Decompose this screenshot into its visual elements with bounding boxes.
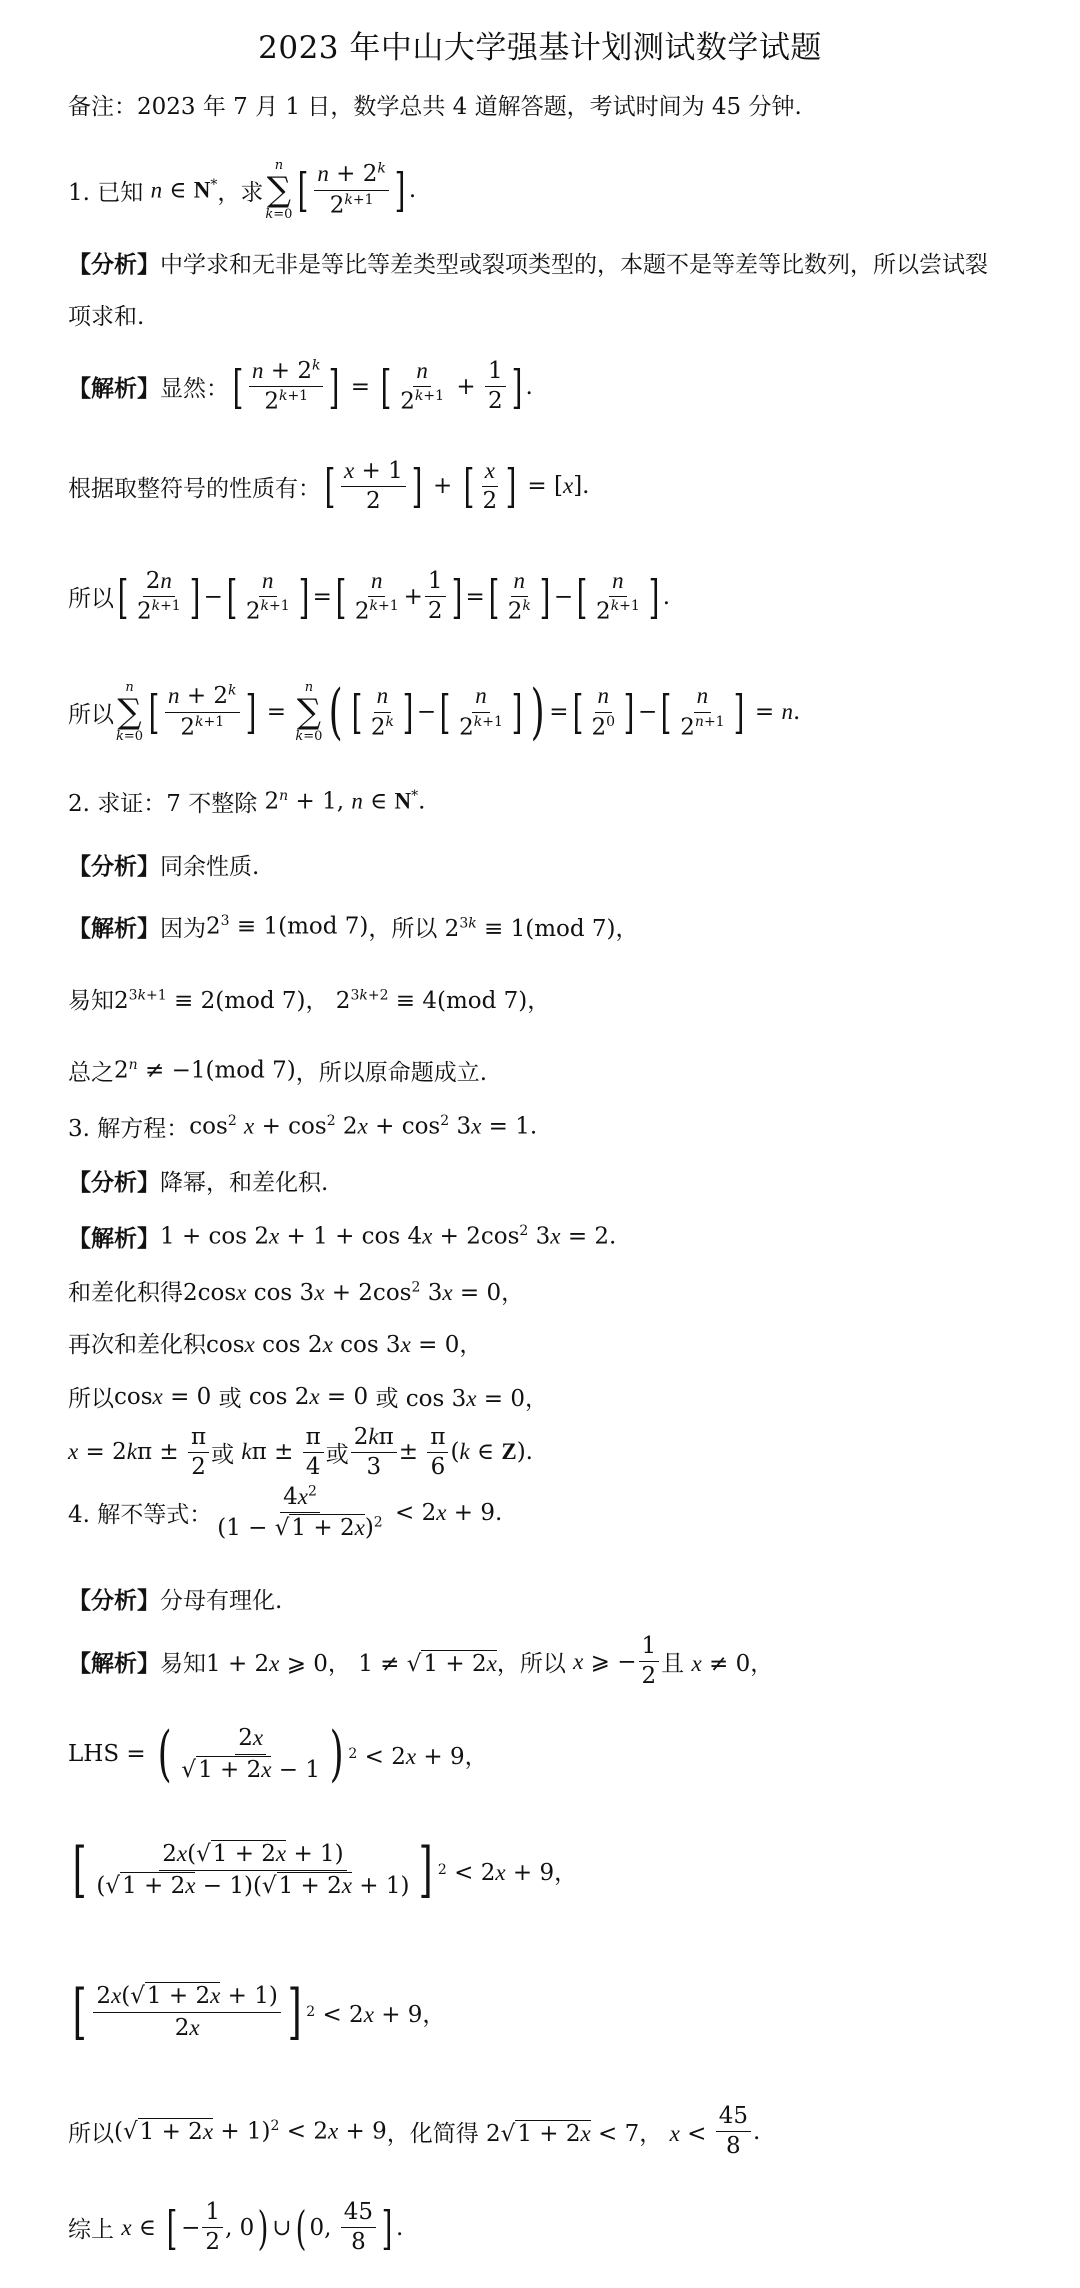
q1-so-2: 所以 [68,701,114,728]
q4-solution-line1: 【解析】 易知 1 + 2x ⩾ 0， 1 ≠ √1 + 2x， 所以 x ⩾ − $\frac{1}{2}$ 且 x ≠ 0， [68,1633,774,1690]
q2-sum-up: 总之 [68,1060,114,1086]
or-word: 或 [218,1386,242,1412]
q2-because: 因为 [160,916,206,942]
q3-solution-line5: x = 2kπ ± $\frac{\pi}{2}$ 或 kπ ± $\frac{\pi}{4}$ 或 $\frac{2k\pi}{3}$ ± $\frac{\pi}{6}$ (k ∈ Z). [68,1423,533,1481]
q4-simplify: ，化简得 [386,2121,479,2148]
q4-final-prefix: 综上 [68,2217,114,2244]
q2-conclusion: 总之 $2^n \ne -1(mod$ 7) ，所以原命题成立. [68,1054,487,1087]
q3-l4-prefix: 所以 [68,1386,114,1412]
q1-ask: ，求 [217,179,264,206]
q3-prefix: 3. 解方程： [68,1116,190,1142]
q2-easy: 易知 [68,988,114,1014]
sum-symbol: n ∑ k=0 [265,158,293,222]
q4-statement: 4. 解不等式： $\frac{4x^2}{(1 - √1 + 2x)^2}$ < 2x + 9. [68,1483,503,1542]
note-text: 备注：2023 年 7 月 1 日，数学总共 4 道解答题，考试时间为 45 分钟. [68,94,802,120]
q2-prefix: 2. 求证：7 不整除 [68,791,258,817]
q2-solution-line2: 易知 $2^{3k+1} \equiv 2(mod$ 7)， $2^{3k+2} \equiv 4(mod$ 7)， [68,982,550,1015]
q1-solution-line1: 【解析】 显然： [ $\frac{n + 2^k}{2^{k+1}}$ ] = [ $\frac{n}{2^{k+1}}$ + $\frac{1}{2}$ ] . [68,357,533,415]
q4-solution-line4: [ $\frac{2x(√1 + 2x + 1)}{2x}$ ] 2 < 2x + 9， [72,1977,446,2047]
q4-solution-line2: LHS = ( $\frac{2x}{√1 + 2x - 1}$ ) 2 < 2x + 9， [68,1719,488,1789]
q4-so: 所以 [519,1651,566,1678]
q2-solution-line1: 【解析】 因为 $2^3 \equiv 1(mod$ 7) ，所以 $2^{3k} \equiv 1(mod$ 7)， [68,910,639,943]
q3-analysis [68,1164,328,1197]
or-word: 或 [325,1441,349,1468]
q1-prop-prefix: 根据取整符号的性质有： [68,475,321,502]
q4-prefix: 4. 解不等式： [68,1502,213,1529]
q1-analysis-cont [68,298,144,331]
fraction: $\frac{n + 2^k}{2^{k+1}}$ [314,161,389,218]
analysis-tag: 【分析】 [68,251,160,278]
q1-derivation: 所以 [ $\frac{2n}{2^{k+1}}$ ] − [ $\frac{n}{2^{k+1}}$ ] = [ $\frac{n}{2^{k+1}}$ + $\frac{1}{2}$ ] = [ $\frac{n}{2^k}$ ] − [ $\frac{n}{2^{k+1}}$ ] . [68,567,671,625]
solution-tag: 【解析】 [68,1650,160,1678]
q1-result: 所以 n ∑ k=0 [ $\frac{n + 2^k}{2^{k+1}}$ ] = n ∑ k=0 ( [ $\frac{n}{2^k}$ ] − [ $\frac{n}{2^{k+1}}$ ] ) = [ $\frac{n}{2^0}$ ] − [ $\frac{n}{2^{n+1}}$ ] = n. [68,677,801,747]
q3-solution-line4: 所以 cosx = 0 或 cos 2x = 0 或 cos 3x = 0， [68,1380,548,1413]
q4-so-2: 所以 [68,2121,114,2148]
q1-sol-prefix: 显然： [160,376,229,403]
analysis-tag: 【分析】 [68,853,160,880]
q4-analysis-text: 分母有理化. [160,1588,283,1614]
q3-l3-prefix: 再次和差化积 [68,1332,206,1358]
q3-statement: 3. 解方程： $\cos^2 x + \cos^2 2x + \cos^2 3x = 1$. [68,1110,537,1143]
q2-statement: 2. 求证：7 不整除 $2^n + 1$, n ∈ N*. [68,785,425,818]
analysis-tag: 【分析】 [68,1587,160,1614]
q1-analysis-text: 中学求和无非是等比等差类型或裂项类型的，本题不是等差等比数列，所以尝试裂 [160,252,988,278]
q2-so: ，所以 [368,916,438,942]
q1-prefix: 1. 已知 [68,179,144,206]
solution-tag: 【解析】 [68,1225,160,1252]
q1-analysis-cont-text: 项求和. [68,304,145,330]
q3-analysis-text: 降幂，和差化积. [160,1170,329,1196]
q4-analysis [68,1582,282,1615]
document-title: 2023 年中山大学强基计划测试数学试题 [258,30,822,66]
solution-tag: 【解析】 [68,375,160,403]
q2-analysis [68,848,259,881]
q4-final: 综上 x ∈ [ − $\frac{1}{2}$ , 0 ) ∪ ( 0, $\frac{45}{8}$ ] . [68,2199,404,2256]
q3-l2-prefix: 和差化积得 [68,1280,183,1306]
q4-solution-line3: [ $\frac{2x(√1 + 2x + 1)}{(√1 + 2x - 1)(√1 + 2x + 1)}$ ] 2 < 2x + 9， [72,1835,578,1905]
note-line [68,88,802,121]
q2-conclusion-text: ，所以原命题成立. [295,1060,488,1086]
or-word: 或 [211,1441,235,1468]
solution-tag: 【解析】 [68,915,160,942]
q1-analysis [68,246,988,279]
q4-solution-line5: 所以 $(√1 + 2x + 1)^2 < 2x + 9$ ，化简得 2√1 + 2x < 7， x < $\frac{45}{8}$ . [68,2103,761,2160]
q1-property: 根据取整符号的性质有： [ $\frac{x + 1}{2}$ ] + [ $\frac{x}{2}$ ] = [x]. [68,458,590,515]
analysis-tag: 【分析】 [68,1169,160,1196]
or-word: 或 [375,1386,399,1412]
q4-easy: 易知 [160,1651,206,1678]
and-word: 且 [661,1651,685,1678]
q2-analysis-text: 同余性质. [160,854,260,880]
q3-solution-line1: 【解析】 $1 + \cos 2x + 1 + \cos 4x + 2\cos^2$ 3x = 2. [68,1220,616,1253]
q3-solution-line3: 再次和差化积 cosx cos 2x cos 3x = 0， [68,1326,482,1359]
q1-so-1: 所以 [68,586,114,613]
q1-statement: 1. 已知 n ∈ N* ，求 n ∑ k=0 [ $\frac{n + 2^k}{2^{k+1}}$ ] . [68,158,417,222]
q3-solution-line2: 和差化积得 2cosx $\cos 3x + 2\cos^2$ 3x = 0， [68,1274,524,1307]
